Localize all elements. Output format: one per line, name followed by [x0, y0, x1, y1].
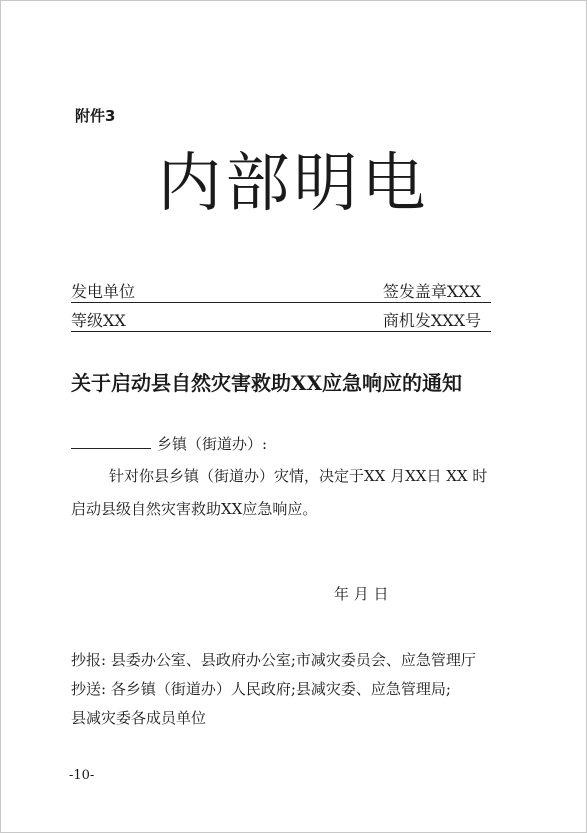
issuer-label: 发电单位	[71, 282, 136, 301]
body-paragraph-line1: 针对你县乡镇（街道办）灾情，决定于XX 月XX日 XX 时	[109, 467, 488, 485]
date-line: 年 月 日	[334, 585, 389, 603]
fill-in-blank	[71, 434, 151, 449]
send-to-line: 抄送: 各乡镇（街道办）人民政府;县减灾委、应急管理局;	[71, 680, 451, 698]
page-number: -10-	[69, 768, 95, 783]
attachment-label: 附件3	[75, 107, 116, 125]
document-number: 商机发XXX号	[382, 311, 481, 330]
addressee-line	[71, 433, 267, 454]
addressee-suffix: 乡镇（街道办）:	[157, 435, 268, 453]
notice-title: 关于启动县自然灾害救助XX应急响应的通知	[71, 371, 463, 395]
send-to-line-continued: 县减灾委各成员单位	[71, 709, 207, 727]
header-title: 内部明电	[157, 147, 430, 221]
issuer-row	[71, 282, 491, 303]
grade-label: 等级XX	[71, 311, 126, 330]
body-paragraph-line2: 启动县级自然灾害救助XX应急响应。	[71, 500, 318, 518]
signer-label: 签发盖章XXX	[382, 282, 481, 301]
grade-row	[71, 311, 491, 332]
report-to-line: 抄报: 县委办公室、县政府办公室;市减灾委员会、应急管理厅	[71, 651, 476, 669]
